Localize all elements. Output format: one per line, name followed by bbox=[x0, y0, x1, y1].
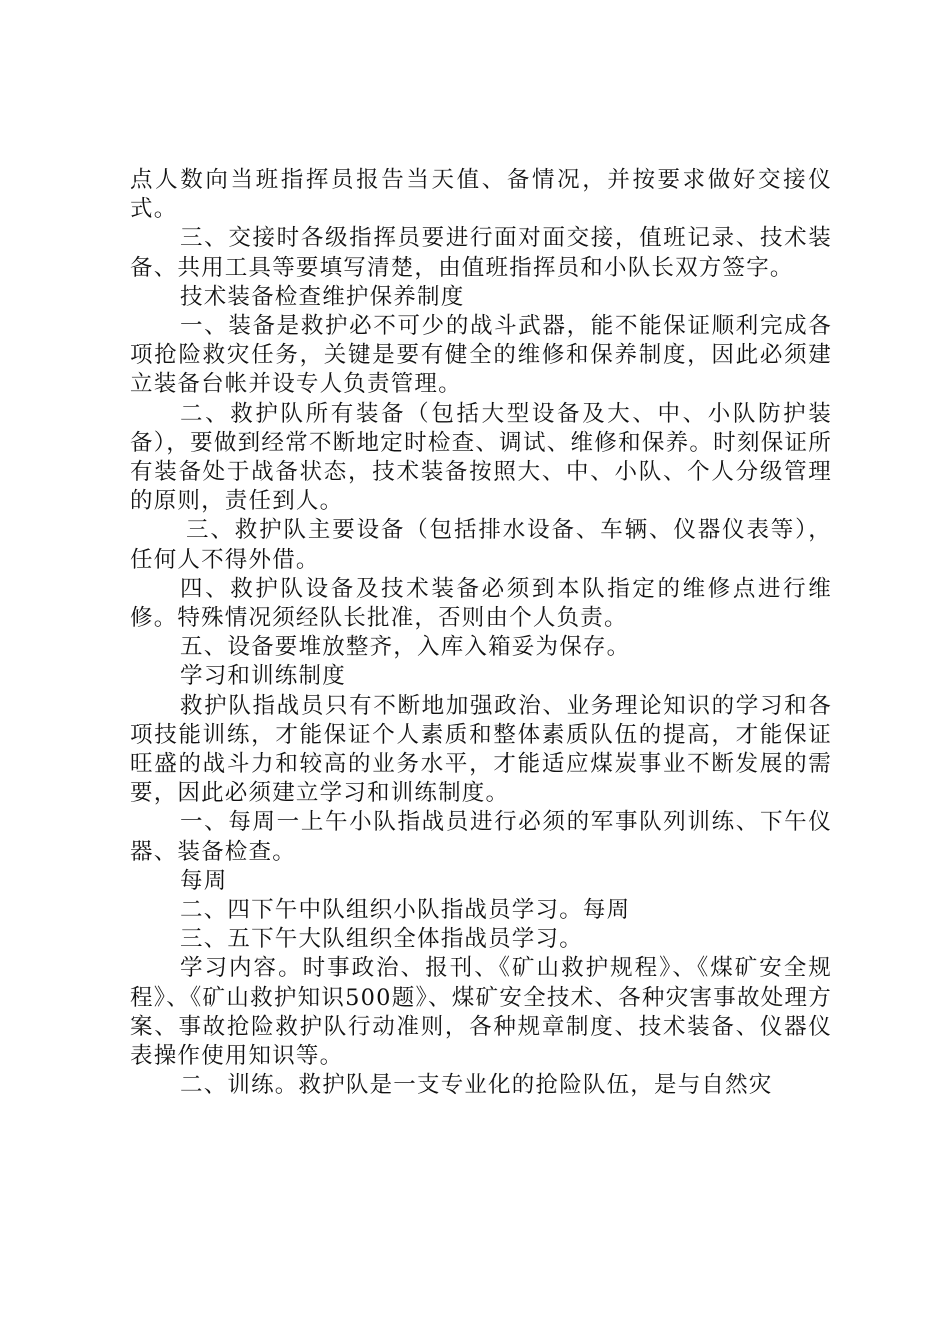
paragraph-training-section: 二、训练。救护队是一支专业化的抢险队伍，是与自然灾 bbox=[180, 1072, 773, 1099]
paragraph-equipment-4: 四、救护队设备及技术装备必须到本队指定的维修点进行维修。特殊情况须经队长批准，否则由个人负责。 bbox=[130, 575, 832, 632]
paragraph-equipment-2: 二、救护队所有装备（包括大型设备及大、中、小队防护装备），要做到经常不断地定时检查、调试、维修和保养。时刻保证所有装备处于战备状态，技术装备按照大、中、小队、个人分级管理的原则，责任到人。 bbox=[130, 400, 832, 515]
paragraph-training-3: 三、五下午大队组织全体指战员学习。 bbox=[180, 926, 583, 953]
paragraph-training-1: 一、每周一上午小队指战员进行必须的军事队列训练、下午仪器、装备检查。 bbox=[130, 809, 832, 865]
paragraph-training-2: 二、四下午中队组织小队指战员学习。每周 bbox=[180, 897, 631, 924]
paragraph-equipment-1: 一、装备是救护必不可少的战斗武器，能不能保证顺利完成各项抢险救灾任务，关键是要有健全的维修和保养制度，因此必须建立装备台帐并设专人负责管理。 bbox=[130, 313, 832, 398]
document-body bbox=[130, 166, 832, 1101]
paragraph-equipment-3: 三、救护队主要设备（包括排水设备、车辆、仪器仪表等），任何人不得外借。 bbox=[130, 517, 832, 573]
paragraph-duty-report: 点人数向当班指挥员报告当天值、备情况，并按要求做好交接仪式。 bbox=[130, 167, 832, 223]
paragraph-training-intro: 救护队指战员只有不断地加强政治、业务理论知识的学习和各项技能训练，才能保证个人素质和整体素质队伍的提高，才能保证旺盛的战斗力和较高的业务水平，才能适应煤炭事业不断发展的需要，因此必须建立学习和训练制度。 bbox=[130, 692, 832, 807]
paragraph-equipment-5: 五、设备要堆放整齐，入库入箱妥为保存。 bbox=[180, 634, 631, 661]
section-heading-equipment: 技术装备检查维护保养制度 bbox=[180, 283, 465, 310]
paragraph-study-content: 学习内容。时事政治、报刊、《矿山救护规程》、《煤矿安全规程》、《矿山救护知识500题》、煤矿安全技术、各种灾害事故处理方案、事故抢险救护队行动准则，各种规章制度、技术装备、仪器仪表操作使用知识等。 bbox=[130, 955, 832, 1070]
paragraph-weekly: 每周 bbox=[180, 867, 228, 894]
section-heading-training: 学习和训练制度 bbox=[180, 663, 346, 690]
paragraph-handover-rule: 三、交接时各级指挥员要进行面对面交接，值班记录、技术装备、共用工具等要填写清楚，由值班指挥员和小队长双方签字。 bbox=[130, 225, 832, 281]
